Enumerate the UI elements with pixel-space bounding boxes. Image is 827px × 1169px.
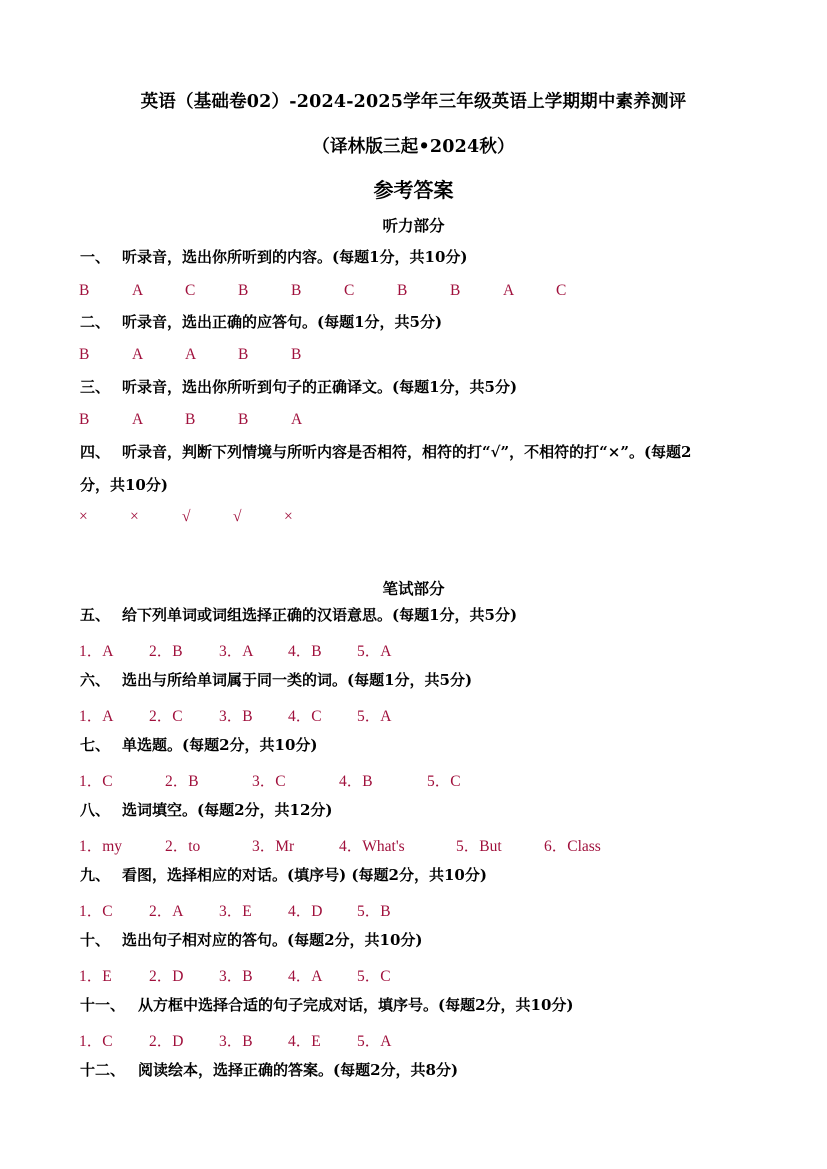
answer: 4．A xyxy=(288,968,323,985)
writing-section-heading: 笔试部分 xyxy=(382,579,445,598)
question-text: 阅读绘本，选择正确的答案。(每题2分，共8分) xyxy=(138,1061,459,1079)
question-text: 选出与所给单词属于同一类的词。(每题1分，共5分) xyxy=(122,671,473,689)
answer: 4．B xyxy=(339,773,373,790)
answer: B xyxy=(238,282,249,299)
answer: B xyxy=(397,282,408,299)
answer: 1．C xyxy=(79,1033,113,1050)
answer: A xyxy=(185,346,197,363)
answers-row-9 xyxy=(79,899,419,919)
answer-key-heading: 参考答案 xyxy=(373,178,454,202)
answer: C xyxy=(344,282,355,299)
question-text: 听录音，判断下列情境与所听内容是否相符，相符的打“√”，不相符的打“×”。(每题2 xyxy=(122,443,692,461)
question-8-heading xyxy=(80,799,333,820)
answer: 3．B xyxy=(219,1033,253,1050)
answer: × xyxy=(130,508,139,525)
question-4-heading-continued: 分，共10分) xyxy=(80,476,168,494)
answers-row-10 xyxy=(79,964,419,984)
answer: 2．D xyxy=(149,968,184,985)
question-7-heading xyxy=(80,734,318,755)
question-9-heading xyxy=(80,864,487,885)
answer: C xyxy=(556,282,567,299)
answer: B xyxy=(238,346,249,363)
answer: A xyxy=(132,282,144,299)
answers-row-3 xyxy=(79,411,339,431)
listening-section-heading: 听力部分 xyxy=(382,216,445,235)
answer: 4．D xyxy=(288,903,323,920)
answer: 2．C xyxy=(149,708,183,725)
question-number: 四、 xyxy=(80,443,111,461)
answer: 5．A xyxy=(357,643,392,660)
question-number: 十一、 xyxy=(80,996,126,1014)
answer: 5．A xyxy=(357,1033,392,1050)
answer: B xyxy=(79,346,90,363)
document-title: 英语（基础卷02）-2024-2025学年三年级英语上学期期中素养测评 xyxy=(140,92,687,112)
question-12-heading xyxy=(80,1059,458,1080)
answer: √ xyxy=(182,508,191,525)
question-5-heading xyxy=(80,604,517,625)
answer: A xyxy=(132,346,144,363)
answer: 1．C xyxy=(79,773,113,790)
question-text: 选出句子相对应的答句。(每题2分，共10分) xyxy=(122,931,423,949)
question-11-heading xyxy=(80,994,574,1015)
answers-row-7 xyxy=(79,769,499,789)
answer: B xyxy=(79,282,90,299)
question-10-heading xyxy=(80,929,423,950)
question-number: 六、 xyxy=(80,671,111,689)
question-number: 二、 xyxy=(80,313,111,331)
answer: 1．C xyxy=(79,903,113,920)
answer: B xyxy=(79,411,90,428)
question-number: 九、 xyxy=(80,866,111,884)
question-number: 十二、 xyxy=(80,1061,126,1079)
question-text: 选词填空。(每题2分，共12分) xyxy=(122,801,333,819)
answer: B xyxy=(450,282,461,299)
answer: 2．A xyxy=(149,903,184,920)
question-text: 给下列单词或词组选择正确的汉语意思。(每题1分，共5分) xyxy=(122,606,518,624)
answer: 3．C xyxy=(252,773,286,790)
answer: 2．D xyxy=(149,1033,184,1050)
answer: 1．A xyxy=(79,643,114,660)
answer: 4．What's xyxy=(339,838,405,855)
question-number: 一、 xyxy=(80,248,111,266)
answers-row-2 xyxy=(79,346,339,366)
question-4-heading xyxy=(80,441,691,462)
document-subtitle: （译林版三起•2024秋） xyxy=(312,137,515,157)
answer: 3．E xyxy=(219,903,252,920)
answer: C xyxy=(185,282,196,299)
answer: 5．C xyxy=(427,773,461,790)
question-text: 听录音，选出你所听到的内容。(每题1分，共10分) xyxy=(122,248,468,266)
answer: 3．Mr xyxy=(252,838,295,855)
question-text: 单选题。(每题2分，共10分) xyxy=(122,736,318,754)
answers-row-5 xyxy=(79,639,419,659)
answer: 2．B xyxy=(165,773,199,790)
answers-row-6 xyxy=(79,704,419,724)
answer: B xyxy=(291,346,302,363)
answer: 1．A xyxy=(79,708,114,725)
answer: 1．E xyxy=(79,968,112,985)
question-text: 从方框中选择合适的句子完成对话，填序号。(每题2分，共10分) xyxy=(138,996,574,1014)
question-number: 七、 xyxy=(80,736,111,754)
answer: × xyxy=(79,508,88,525)
answer: A xyxy=(503,282,515,299)
question-number: 五、 xyxy=(80,606,111,624)
answer: B xyxy=(185,411,196,428)
question-3-heading xyxy=(80,376,517,397)
answer: × xyxy=(284,508,293,525)
question-2-heading xyxy=(80,311,442,332)
answer: 1．my xyxy=(79,838,123,855)
answer: B xyxy=(291,282,302,299)
answer: 3．B xyxy=(219,708,253,725)
answer: 3．B xyxy=(219,968,253,985)
question-text: 看图，选择相应的对话。(填序号) (每题2分，共10分) xyxy=(122,866,487,884)
answer: B xyxy=(238,411,249,428)
answer: 5．But xyxy=(456,838,502,855)
answer: 5．C xyxy=(357,968,391,985)
question-text: 听录音，选出你所听到句子的正确译文。(每题1分，共5分) xyxy=(122,378,518,396)
answer: √ xyxy=(233,508,242,525)
answer: 4．C xyxy=(288,708,322,725)
answer: 2．B xyxy=(149,643,183,660)
answer: A xyxy=(132,411,144,428)
answer: 5．B xyxy=(357,903,391,920)
answer: A xyxy=(291,411,303,428)
answer: 2．to xyxy=(165,838,201,855)
question-1-heading xyxy=(80,246,468,267)
answers-row-4 xyxy=(79,508,339,528)
answer: 3．A xyxy=(219,643,254,660)
question-number: 八、 xyxy=(80,801,111,819)
question-6-heading xyxy=(80,669,472,690)
answers-row-1 xyxy=(79,282,599,302)
answer: 4．E xyxy=(288,1033,321,1050)
answer: 4．B xyxy=(288,643,322,660)
answer: 6．Class xyxy=(544,838,601,855)
question-text: 听录音，选出正确的应答句。(每题1分，共5分) xyxy=(122,313,443,331)
answer: 5．A xyxy=(357,708,392,725)
answers-row-11 xyxy=(79,1029,419,1049)
question-number: 十、 xyxy=(80,931,111,949)
answers-row-8 xyxy=(79,834,639,854)
question-number: 三、 xyxy=(80,378,111,396)
